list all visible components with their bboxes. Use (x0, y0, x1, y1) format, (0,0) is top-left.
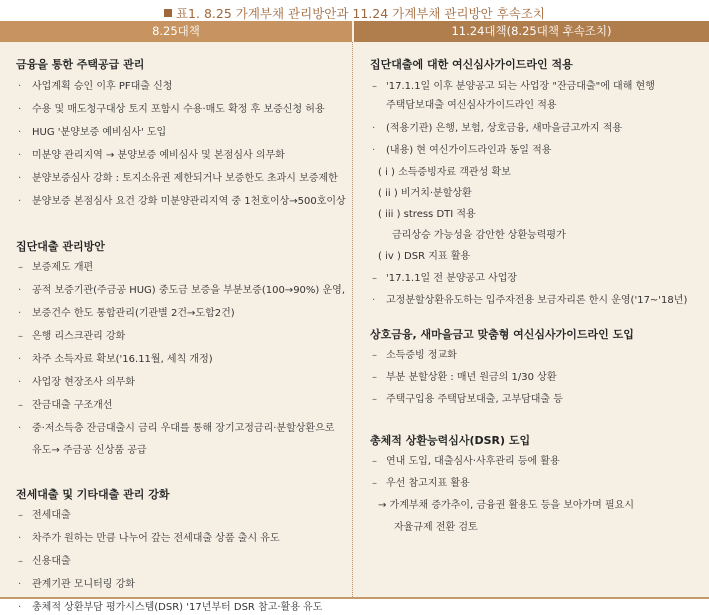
list-item: · 차주가 원하는 만큼 나누어 갚는 전세대출 상품 출시 유도 (18, 533, 280, 544)
list-item: – 은행 리스크관리 강화 (18, 331, 126, 342)
list-item: · 분양보증심사 강화 : 토지소유권 제한되거나 보증한도 초과시 보증제한 (18, 173, 338, 184)
square-bullet-icon (164, 9, 172, 17)
list-item: · 공적 보증기관(주금공 HUG) 중도금 보증을 부분보증(100→90%) 운영, (18, 285, 345, 296)
list-item: · 미분양 관리지역 → 분양보증 예비심사 및 본점심사 의무화 (18, 150, 285, 161)
list-item: · 총체적 상환부담 평가시스템(DSR) '17년부터 DSR 참고·활용 유도 (18, 602, 323, 613)
list-item: – 부분 분할상환 : 매년 원금의 1/30 상환 (372, 372, 557, 383)
list-item: · (내용) 현 여신가이드라인과 동일 적용 (372, 145, 552, 156)
section-title-jeonse-loans: 전세대출 및 기타대출 관리 강화 (16, 488, 170, 501)
list-item: ( iii ) stress DTI 적용 (378, 209, 476, 220)
section-title-dsr: 총체적 상환능력심사(DSR) 도입 (370, 434, 531, 447)
list-item: · 차주 소득자료 확보('16.11월, 세칙 개정) (18, 354, 213, 365)
list-item: · 사업장 현장조사 의무화 (18, 377, 135, 388)
list-item-continuation: 금리상승 가능성을 감안한 상환능력평가 (392, 230, 566, 241)
section-title-credit-guideline: 집단대출에 대한 여신심사가이드라인 적용 (370, 58, 573, 71)
list-item-continuation: 자율규제 전환 검토 (394, 522, 478, 533)
list-item-continuation: 유도→ 주금공 신상품 공급 (32, 445, 147, 456)
list-item: – 소득증빙 정교화 (372, 350, 457, 361)
right-column-header: 11.24대책(8.25대책 후속조치) (354, 21, 709, 42)
list-item: · 분양보증 본점심사 요건 강화 미분양관리지역 중 1천호이상→500호이상 (18, 196, 346, 207)
list-item: ( ii ) 비거치·분할상환 (378, 188, 472, 199)
left-column-header: 8.25대책 (0, 21, 352, 42)
list-item: – '17.1.1일 이후 분양공고 되는 사업장 "잔금대출"에 대해 현행 (372, 81, 655, 92)
list-item: · (적용기관) 은행, 보험, 상호금융, 새마을금고까지 적용 (372, 123, 623, 134)
list-item: – 연내 도입, 대출심사·사후관리 등에 활용 (372, 456, 560, 467)
list-item: – '17.1.1일 전 분양공고 사업장 (372, 273, 518, 284)
section-title-mutual-finance: 상호금융, 새마을금고 맞춤형 여신심사가이드라인 도입 (370, 328, 634, 341)
list-item: – 잔금대출 구조개선 (18, 400, 113, 411)
list-item: – 보증제도 개편 (18, 262, 94, 273)
list-item: · 사업계획 승인 이후 PF대출 신청 (18, 81, 173, 92)
list-item: ( i ) 소득증빙자료 객관성 확보 (378, 167, 511, 178)
list-item: – 우선 참고지표 활용 (372, 478, 470, 489)
list-item: · 보증건수 한도 통합관리(기관별 2건→도합2건) (18, 308, 235, 319)
list-item-continuation: 주택담보대출 여신심사가이드라인 적용 (386, 100, 557, 111)
list-item: → 가계부채 증가추이, 금융권 활용도 등을 보아가며 필요시 (378, 500, 634, 511)
list-item: – 전세대출 (18, 510, 71, 521)
comparison-table (0, 21, 709, 613)
section-title-group-loans: 집단대출 관리방안 (16, 240, 105, 253)
section-title-housing-supply: 금융을 통한 주택공급 관리 (16, 58, 145, 71)
list-item: · 관계기관 모니터링 강화 (18, 579, 135, 590)
list-item: · 수용 및 매도청구대상 토지 포함시 수용·매도 확정 후 보증신청 허용 (18, 104, 325, 115)
list-item: · HUG '분양보증 예비심사' 도입 (18, 127, 167, 138)
table-title: 표1. 8.25 가계부채 관리방안과 11.24 가계부채 관리방안 후속조치 (0, 4, 709, 22)
list-item: · 고정분할상환유도하는 입주자전용 보금자리론 한시 운영('17~'18년) (372, 295, 688, 306)
list-item: – 신용대출 (18, 556, 71, 567)
list-item: ( iv ) DSR 지표 활용 (378, 251, 471, 262)
column-divider (352, 42, 353, 597)
list-item: · 중·저소득층 잔금대출시 금리 우대를 통해 장기고정금리·분할상환으로 (18, 423, 335, 434)
list-item: – 주택구입용 주택담보대출, 고부담대출 등 (372, 394, 563, 405)
